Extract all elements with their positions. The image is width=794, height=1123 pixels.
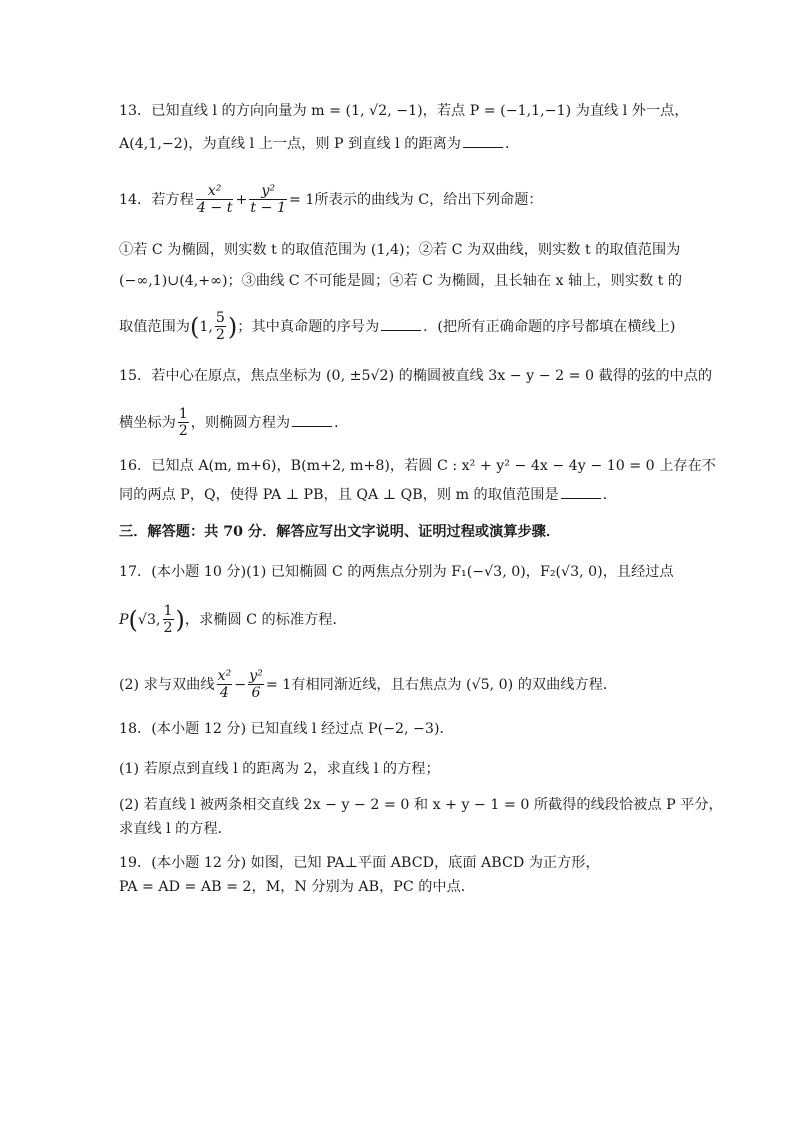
right-paren: ) <box>175 605 185 634</box>
q14-fraction-2 <box>249 183 287 217</box>
q14-suffix: = 1所表示的曲线为 C，给出下列命题： <box>288 191 543 208</box>
q17-line2 <box>119 603 686 637</box>
q16-line2-end: ． <box>602 487 617 503</box>
q17-fraction-x <box>217 668 233 702</box>
fraction-denominator: 4 − t <box>196 200 233 217</box>
q15-line2-mid: ，则椭圆方程为 <box>190 414 291 431</box>
fraction-denominator: 4 <box>219 685 229 702</box>
q15-line2-prefix: 横坐标为 <box>119 414 176 431</box>
q13-line2-end: ． <box>504 136 520 152</box>
q14-fraction-1 <box>196 183 234 217</box>
left-paren: ( <box>128 605 138 634</box>
q18-part1: (1) 若原点到直线 l 的距离为 2，求直线 l 的方程； <box>119 761 440 777</box>
q18-part2-line1: (2) 若直线 l 被两条相交直线 2x − y − 2 = 0 和 x + y − 1 = 0 所截得的线段恰被点 P 平分， <box>119 797 723 813</box>
q17-fraction <box>163 603 174 637</box>
q17-part2-prefix: (2) 求与双曲线 <box>119 676 215 693</box>
fraction-numerator: x² <box>196 183 234 200</box>
q14-prefix: 14．若方程 <box>119 191 194 208</box>
q15-fraction <box>178 406 189 440</box>
q17-fraction-y <box>248 668 264 702</box>
answer-blank <box>463 134 503 148</box>
fraction-denominator: 2 <box>215 327 225 344</box>
q17-point-label: P <box>119 611 129 628</box>
q17-part2-suffix: = 1有相同渐近线，且右焦点为 (√5, 0) 的双曲线方程． <box>265 676 618 693</box>
answer-blank <box>381 317 421 331</box>
q16-line2 <box>119 485 686 505</box>
fraction-denominator: 2 <box>178 423 188 440</box>
q16-line2-text: 同的两点 P，Q，使得 PA ⊥ PB，且 QA ⊥ QB，则 m 的取值范围是 <box>119 487 559 503</box>
q18-line1: 18．(本小题 12 分) 已知直线 l 经过点 P(−2, −3)． <box>119 721 454 737</box>
fraction-numerator: 1 <box>163 603 173 619</box>
q15-line2-end: ． <box>334 414 349 431</box>
q17-minus: − <box>234 676 247 693</box>
q17-line1: 17．(本小题 10 分)(1) 已知椭圆 C 的两焦点分别为 F₁(−√3, 0)，F₂(√3, 0)，且经过点 <box>119 564 674 580</box>
q15-line1: 15．若中心在原点，焦点坐标为 (0, ±5√2) 的椭圆被直线 3x − y − 2 = 0 截得的弦的中点的 <box>119 368 713 384</box>
q15-line2 <box>119 406 686 440</box>
section-heading: 三．解答题：共 70 分．解答应写出文字说明、证明过程或演算步骤． <box>119 524 561 540</box>
q17-point-left: √3, <box>137 611 161 628</box>
q16-line1: 16．已知点 A(m, m+6)，B(m+2, m+8)，若圆 C : x² + y² − 4x − 4y − 10 = 0 上存在不 <box>119 458 716 474</box>
fraction-numerator: y² <box>249 183 287 200</box>
q14-plus: + <box>235 191 248 208</box>
fraction-denominator: t − 1 <box>250 200 286 217</box>
q13-line2 <box>119 134 686 154</box>
right-paren: ) <box>227 312 238 341</box>
q13-line2-text: A(4,1,−2)，为直线 l 上一点，则 P 到直线 l 的距离为 <box>119 136 461 152</box>
q14-line4-mid: ；其中真命题的序号为 <box>237 318 380 335</box>
q19-line1: 19．(本小题 12 分) 如图，已知 PA⊥平面 ABCD，底面 ABCD 为正方形， <box>119 855 600 871</box>
q14-line4-prefix: 取值范围为 <box>119 318 190 335</box>
q13-line1: 13．已知直线 l 的方向向量为 m = (1, √2, −1)，若点 P = (−1,1,−1) 为直线 l 外一点， <box>119 103 689 119</box>
q17-line2-suffix: ，求椭圆 C 的标准方程． <box>184 611 347 628</box>
fraction-denominator: 6 <box>251 685 261 702</box>
q14-line1 <box>119 183 686 217</box>
fraction-numerator: 5 <box>215 310 225 326</box>
answer-blank <box>292 413 332 427</box>
interval-left: 1, <box>199 318 213 335</box>
answer-blank <box>561 485 601 499</box>
q14-line4 <box>119 310 686 344</box>
q14-line2: ①若 C 为椭圆，则实数 t 的取值范围为 (1,4)；②若 C 为双曲线，则实数 t 的取值范围为 <box>119 242 681 258</box>
fraction-denominator: 2 <box>163 620 173 637</box>
fraction-numerator: y² <box>249 668 263 684</box>
fraction-numerator: 1 <box>178 406 188 422</box>
q19-line2: PA = AD = AB = 2，M，N 分别为 AB，PC 的中点． <box>119 879 475 895</box>
q14-line3: (−∞,1)∪(4,+∞)；③曲线 C 不可能是圆；④若 C 为椭圆，且长轴在 x 轴上，则实数 t 的 <box>119 273 683 289</box>
left-paren: ( <box>189 312 200 341</box>
q14-line4-end: ．(把所有正确命题的序号都填在横线上) <box>423 318 676 335</box>
q17-part2 <box>119 668 686 702</box>
q18-part2-line2: 求直线 l 的方程． <box>119 821 232 837</box>
fraction-numerator: x² <box>217 668 232 684</box>
q14-fraction-5-2 <box>215 310 226 344</box>
